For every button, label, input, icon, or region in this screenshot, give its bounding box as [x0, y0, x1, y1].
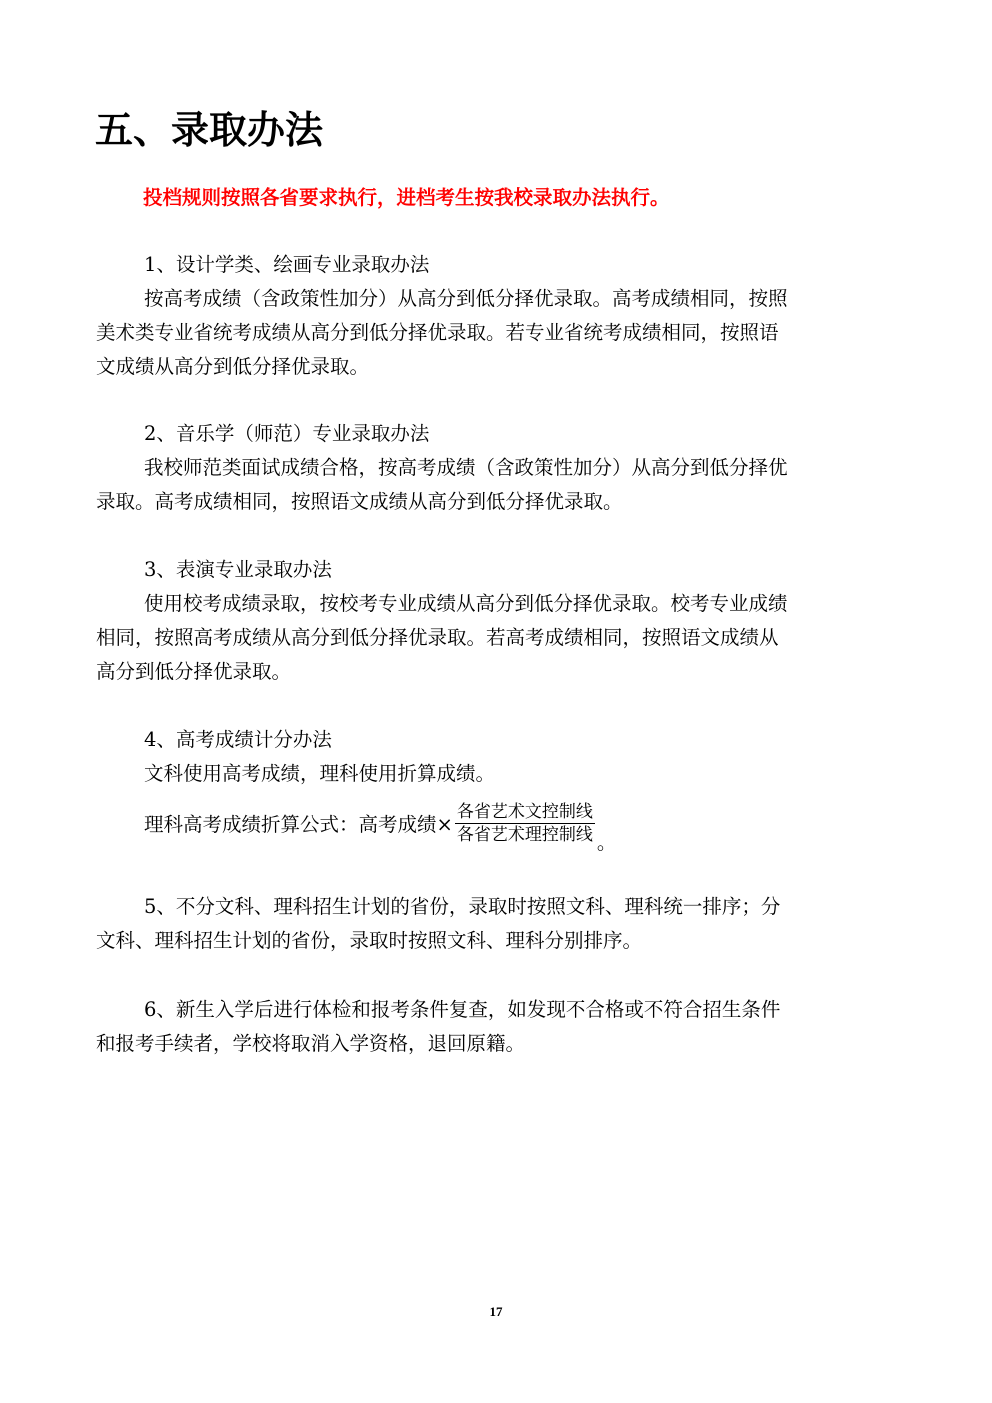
formula-period: 。	[596, 831, 617, 854]
item-5	[96, 890, 908, 958]
item-5-line-2: 文科、理科招生计划的省份，录取时按照文科、理科分别排序。	[96, 929, 643, 952]
item-2-line-1: 我校师范类面试成绩合格，按高考成绩（含政策性加分）从高分到低分择优	[144, 456, 788, 479]
formula-numerator: 各省艺术文控制线	[456, 801, 593, 822]
item-4	[96, 723, 908, 791]
item-6-line-2: 和报考手续者，学校将取消入学资格，退回原籍。	[96, 1032, 526, 1055]
item-4-heading: 4、高考成绩计分办法	[144, 728, 332, 751]
item-3-line-3: 高分到低分择优录取。	[96, 660, 292, 683]
section-title: 五、录取办法	[95, 108, 324, 152]
item-1-heading: 1、设计学类、绘画专业录取办法	[144, 253, 430, 276]
item-1-line-1: 按高考成绩（含政策性加分）从高分到低分择优录取。高考成绩相同，按照	[144, 287, 788, 310]
item-1-line-3: 文成绩从高分到低分择优录取。	[96, 355, 370, 378]
item-3-line-2: 相同，按照高考成绩从高分到低分择优录取。若高考成绩相同，按照语文成绩从	[96, 626, 779, 649]
item-6	[96, 993, 908, 1061]
conversion-formula	[144, 797, 617, 854]
page-number: 17	[489, 1304, 503, 1319]
formula-denominator: 各省艺术理控制线	[456, 824, 593, 845]
item-3	[96, 553, 908, 689]
item-6-line-1: 6、新生入学后进行体检和报考条件复查，如发现不合格或不符合招生条件	[144, 998, 781, 1021]
item-5-line-1: 5、不分文科、理科招生计划的省份，录取时按照文科、理科统一排序；分	[144, 895, 781, 918]
item-4-line-1: 文科使用高考成绩，理科使用折算成绩。	[144, 762, 496, 785]
item-2-line-2: 录取。高考成绩相同，按照语文成绩从高分到低分择优录取。	[96, 490, 623, 513]
formula-label: 理科高考成绩折算公式：高考成绩×	[144, 813, 453, 836]
red-notice: 投档规则按照各省要求执行，进档考生按我校录取办法执行。	[143, 186, 670, 209]
item-2	[96, 417, 908, 519]
item-3-heading: 3、表演专业录取办法	[144, 558, 332, 581]
item-3-line-1: 使用校考成绩录取，按校考专业成绩从高分到低分择优录取。校考专业成绩	[144, 592, 788, 615]
item-1	[96, 248, 908, 384]
item-1-line-2: 美术类专业省统考成绩从高分到低分择优录取。若专业省统考成绩相同，按照语	[96, 321, 779, 344]
item-2-heading: 2、音乐学（师范）专业录取办法	[144, 422, 430, 445]
formula-fraction	[455, 801, 595, 846]
